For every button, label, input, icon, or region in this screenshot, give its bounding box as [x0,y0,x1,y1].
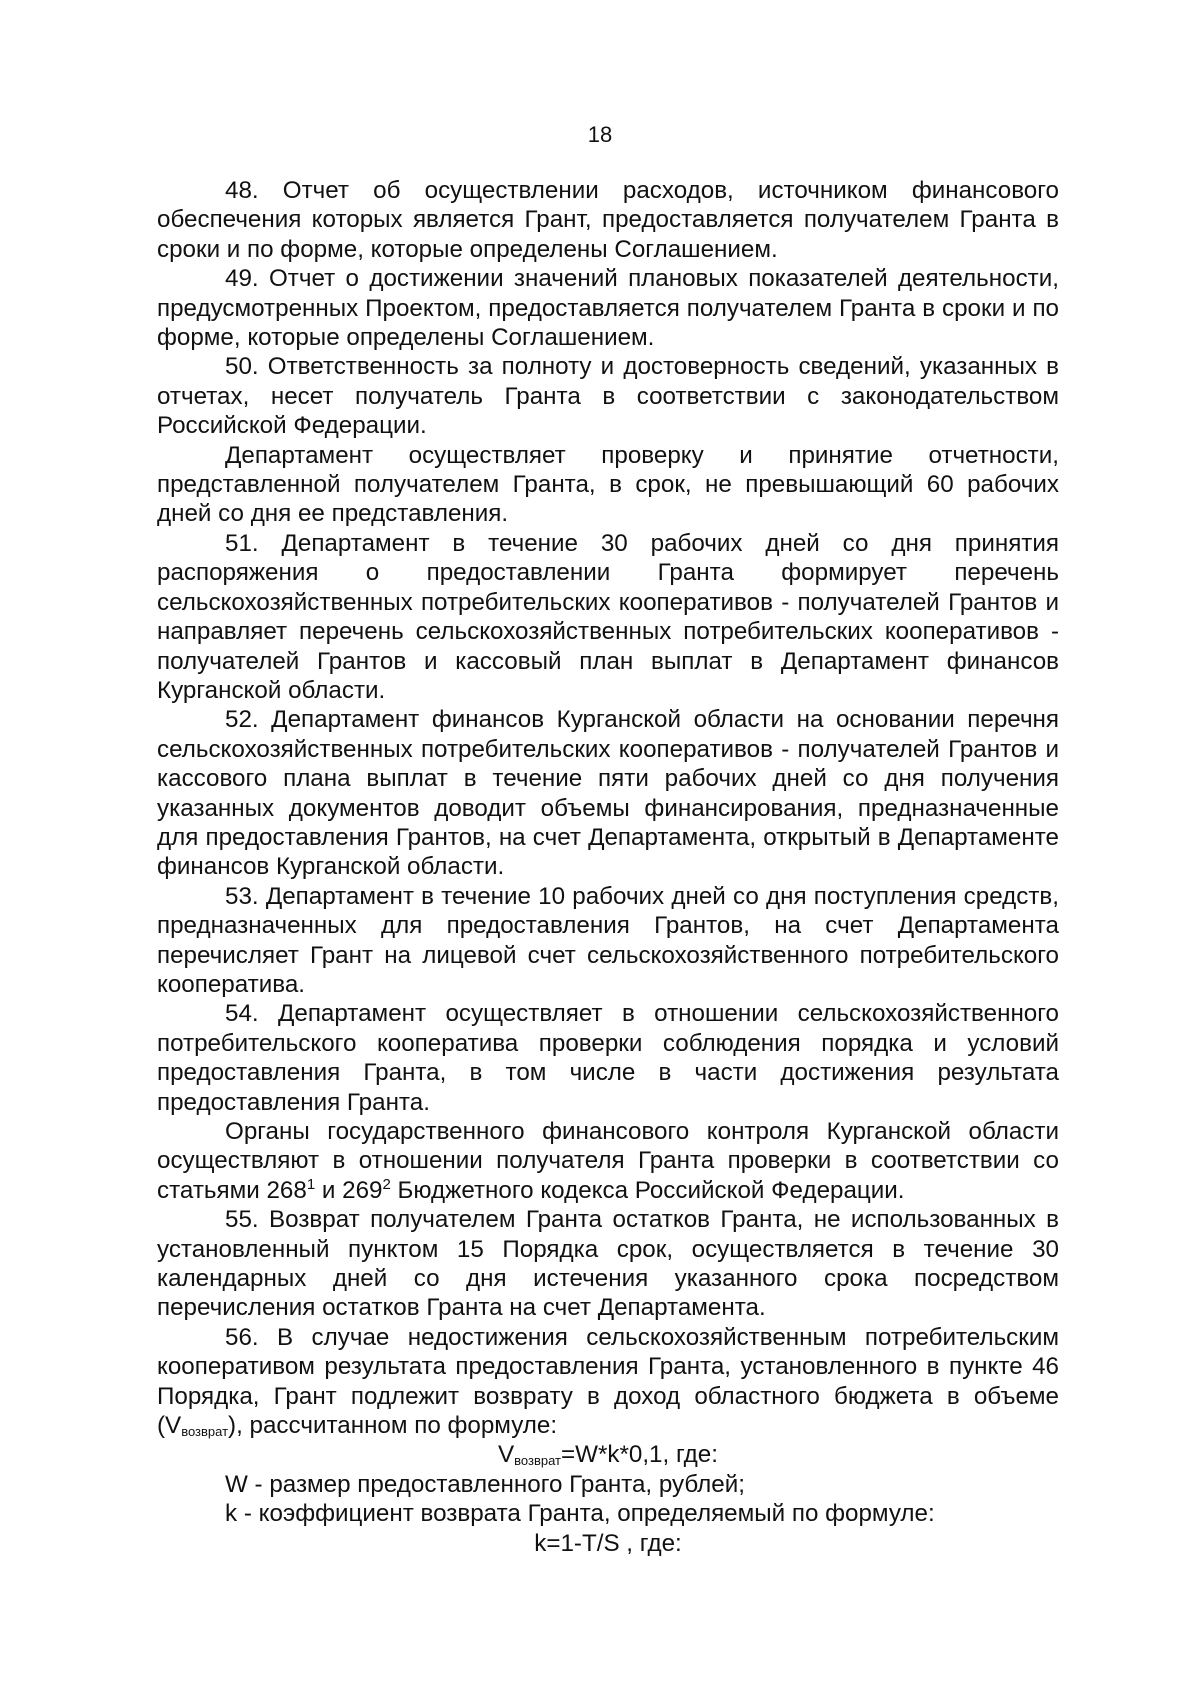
refund-formula [157,1440,1059,1469]
refund-formula-variable: V [498,1441,515,1469]
paragraph-50-continuation: Департамент осуществляет проверку и принятие отчетности, представленной получателем Гранта, в срок, не превышающий 60 рабочих дней со дня ее представления. [157,441,1059,528]
paragraph-51: 51. Департамент в течение 30 рабочих дней со дня принятия распоряжения о предоставлении Гранта формирует перечень сельскохозяйственных потребительских кооперативов - получателей Грантов и направляет перечень сельскохозяйственных потребительских кооперативов - получателей Грантов и кассовый план выплат в Департамент финансов Курганской области. [157,529,1059,704]
coefficient-formula: k=1-T/S , где: [534,1529,682,1557]
paragraph-54b-mid: и 269 [315,1176,383,1204]
paragraph-52: 52. Департамент финансов Курганской области на основании перечня сельскохозяйственных потребительских кооперативов - получателей Грантов и кассового плана выплат в течение пяти рабочих дней со дня получения указанных документов доводит объемы финансирования, предназначенные для предоставления Грантов, на счет Департамента, открытый в Департаменте финансов Курганской области. [157,706,1059,881]
paragraph-56 [157,1323,1059,1441]
definition-w: W - размер предоставленного Гранта, рублей; [225,1470,745,1498]
refund-formula-subscript: возврат [514,1453,561,1469]
refund-formula-expression: =W*k*0,1, где: [561,1441,718,1469]
paragraph-56-subscript: возврат [181,1424,229,1440]
article-268-superscript: 1 [306,1175,316,1193]
paragraph-53: 53. Департамент в течение 10 рабочих дней со дня поступления средств, предназначенных для предоставления Грантов, на счет Департамента перечисляет Грант на лицевой счет сельскохозяйственного потребительского кооператива. [157,882,1059,998]
document-body [157,176,1059,1558]
paragraph-54b-lead: Органы государственного финансового контроля Курганской области осуществляют в отношении получателя Гранта проверки в соответствии со статьями 268 [157,1118,1059,1204]
paragraph-54-continuation [157,1117,1059,1205]
paragraph-56-lead: 56. В случае недостижения сельскохозяйственным потребительским кооперативом результата предоставления Гранта, установленного в пункте 46 Порядка, Грант подлежит возврату в доход областного бюджета в объеме (V [157,1323,1059,1440]
paragraph-54: 54. Департамент осуществляет в отношении сельскохозяйственного потребительского кооператива проверки соблюдения порядка и условий предоставления Гранта, в том числе в части достижения результата предоставления Гранта. [157,1000,1059,1116]
definition-k: k - коэффициент возврата Гранта, определяемый по формуле: [225,1500,935,1528]
article-269-superscript: 2 [382,1175,391,1193]
paragraph-48: 48. Отчет об осуществлении расходов, источником финансового обеспечения которых является Грант, предоставляется получателем Гранта в сроки и по форме, которые определены Соглашением. [157,177,1059,263]
paragraph-55: 55. Возврат получателем Гранта остатков Гранта, не использованных в установленный пунктом 15 Порядка срок, осуществляется в течение 30 календарных дней со дня истечения указанного срока посредством перечисления остатков Гранта на счет Департамента. [157,1206,1059,1322]
paragraph-54b-tail: Бюджетного кодекса Российской Федерации. [390,1176,905,1204]
paragraph-49: 49. Отчет о достижении значений плановых показателей деятельности, предусмотренных Проектом, предоставляется получателем Гранта в сроки и по форме, которые определены Соглашением. [157,265,1059,352]
paragraph-56-tail: ), рассчитанном по формуле: [228,1412,558,1440]
paragraph-50: 50. Ответственность за полноту и достоверность сведений, указанных в отчетах, несет получатель Гранта в соответствии с законодательством Российской Федерации. [157,353,1059,440]
page-number: 18 [587,122,613,147]
